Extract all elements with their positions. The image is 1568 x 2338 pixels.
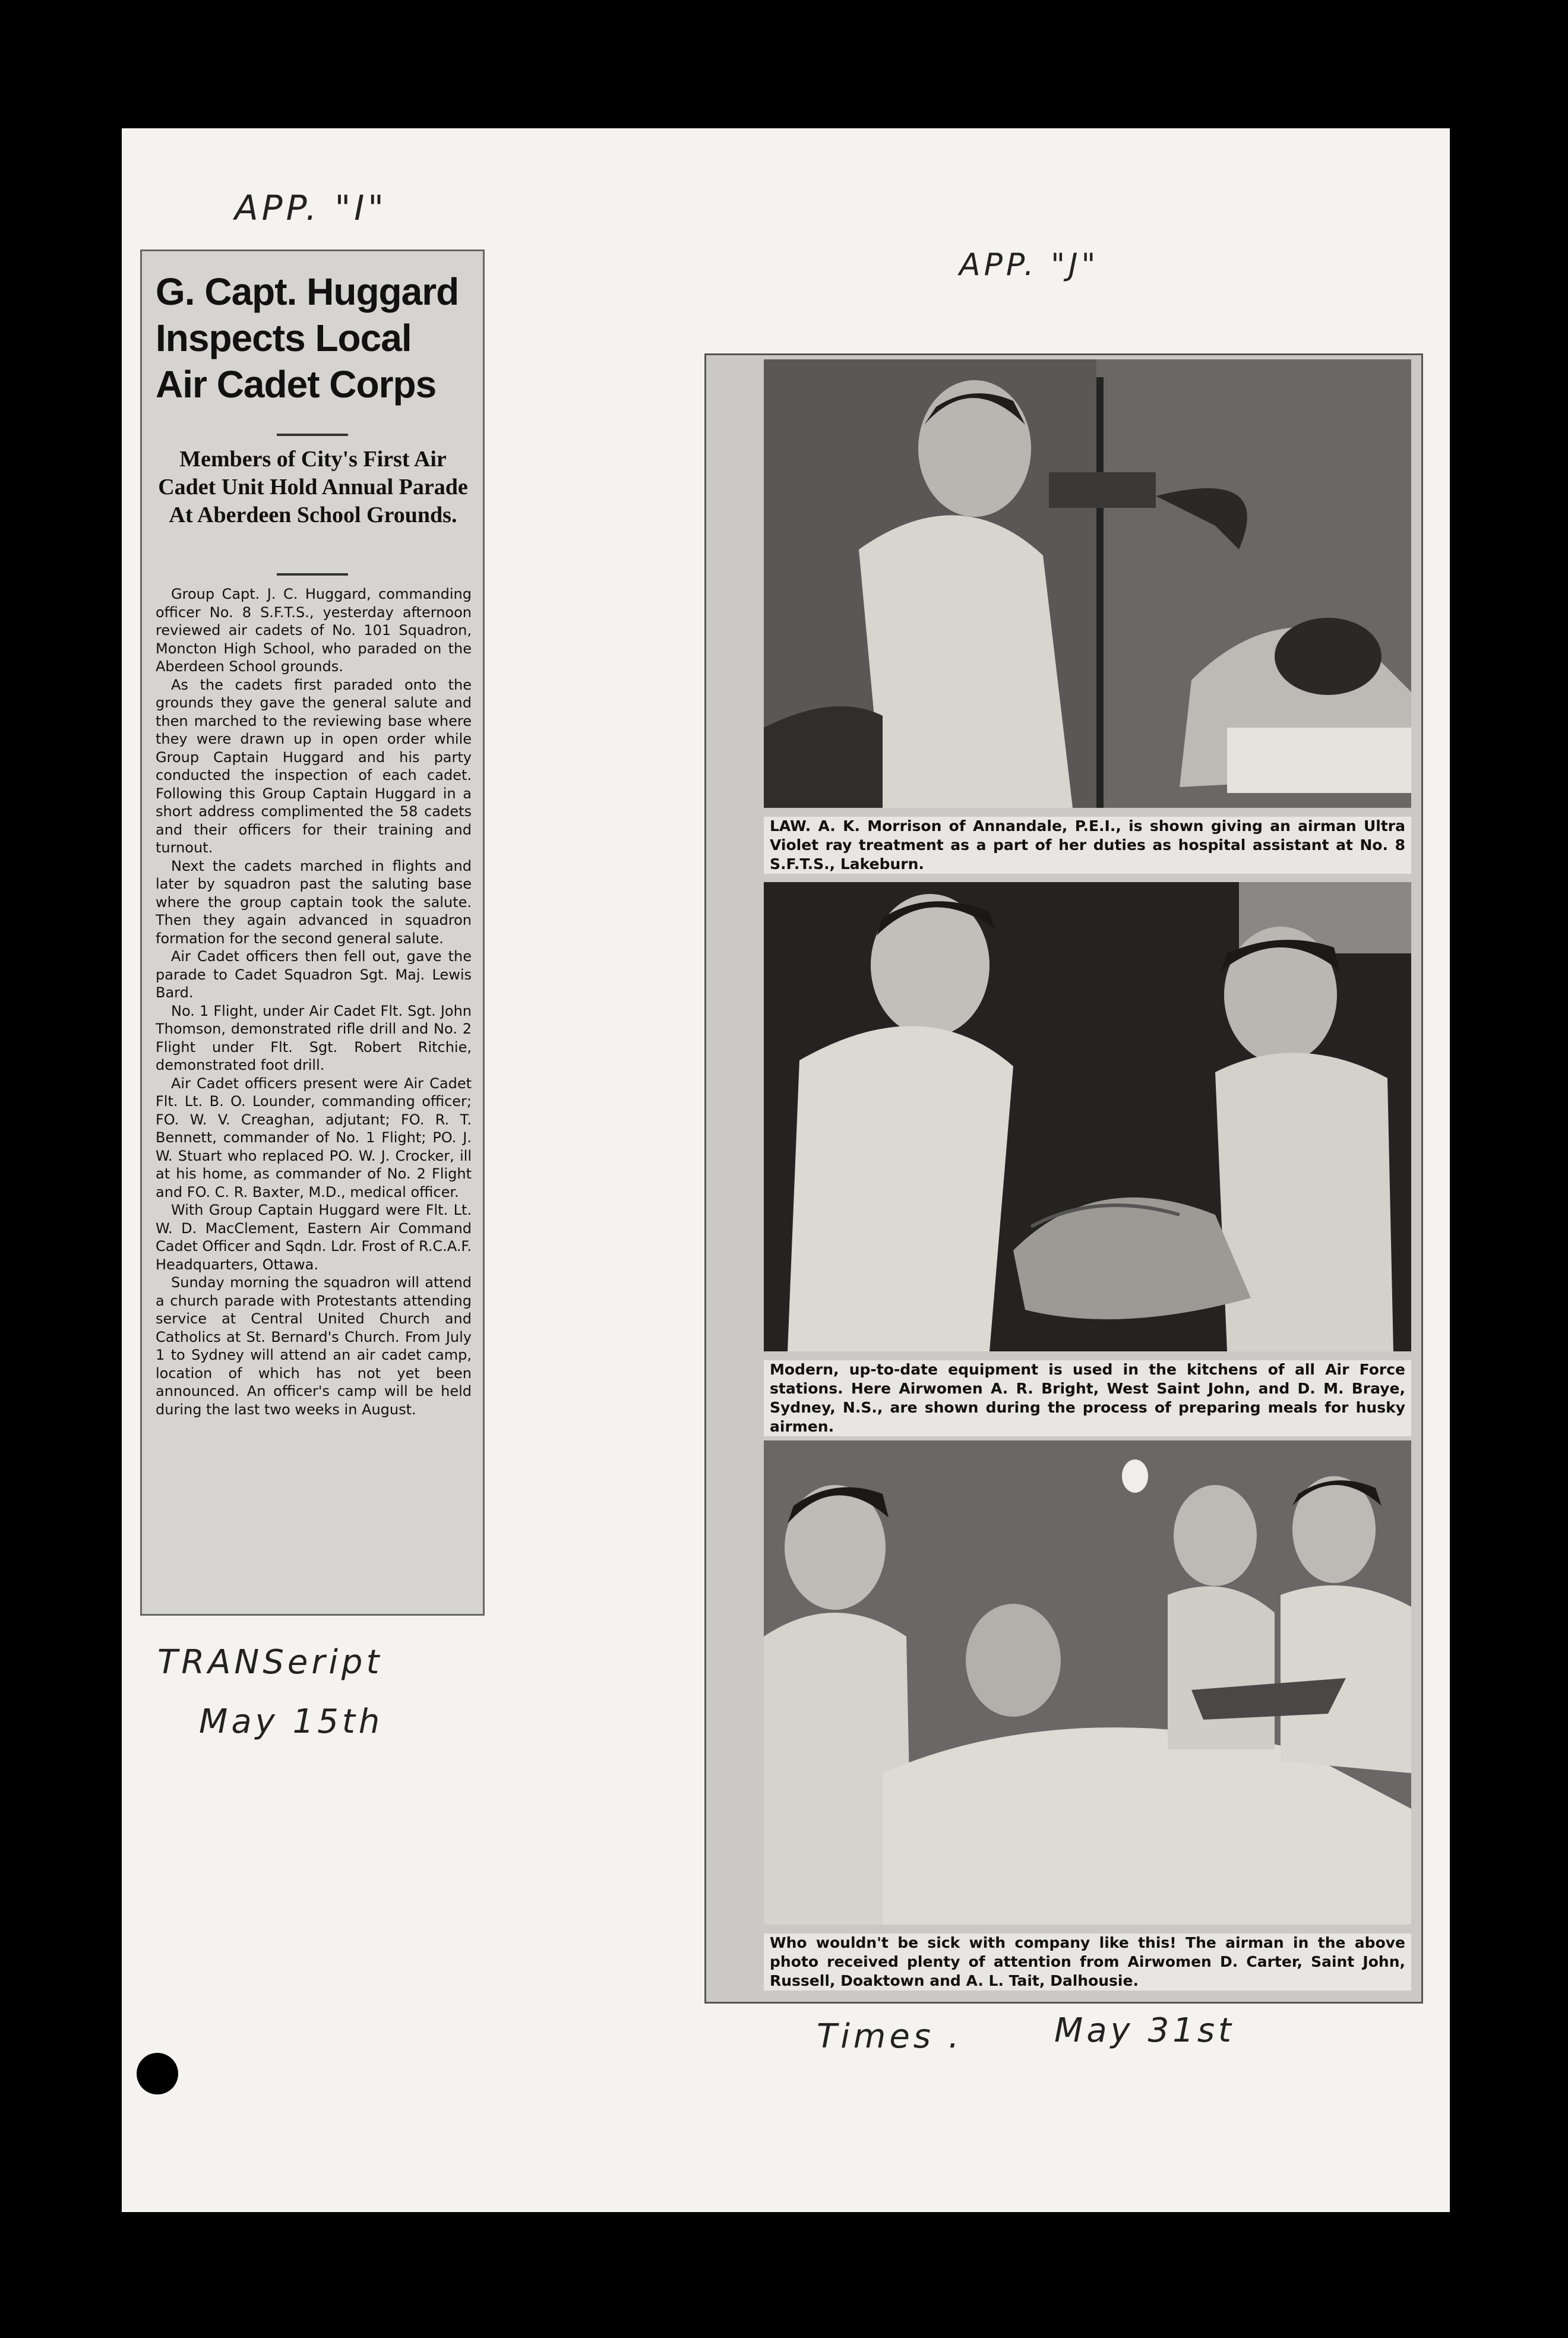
handwritten-times-date: May 31st xyxy=(1054,2011,1235,2050)
article-paragraph: No. 1 Flight, under Air Cadet Flt. Sgt. John Thomson, demonstrated rifle drill and No. 2 Flight under Flt. Sgt. Robert Ritchie, demonstrated foot drill. xyxy=(156,1002,472,1073)
headline xyxy=(156,268,470,407)
photo-caption-3-text: Who wouldn't be sick with company like this! The airman in the above photo received plenty of attention from Airwomen D. Carter, Saint John, Russell, Doaktown and A. L. Tait, Dalhousie. xyxy=(770,1934,1405,1989)
article-paragraph: Group Capt. J. C. Huggard, commanding officer No. 8 S.F.T.S., yesterday afternoon reviewed air cadets of No. 101 Squadron, Moncton High School, who paraded on the Aberdeen School grounds. xyxy=(156,586,472,675)
photo-caption-1 xyxy=(764,817,1411,874)
headline-line-1: G. Capt. Huggard xyxy=(156,270,459,313)
photo-hospital-ward xyxy=(764,1440,1411,1925)
newspaper-clipping-left xyxy=(140,249,485,1616)
article-paragraph: Sunday morning the squadron will attend a church parade with Protestants attending service at Central United Church and Catholics at St. Bernard's Church. From July 1 to Sydney will attend an air cadet camp, location of which has not yet been announced. An officer's camp will be held during the last two weeks in August. xyxy=(156,1274,472,1418)
newspaper-clipping-right xyxy=(704,353,1423,2004)
divider xyxy=(277,434,348,436)
photo-hospital-ward-image xyxy=(764,1440,1411,1925)
subheadline: Members of City's First Air Cadet Unit Hold Annual Parade At Aberdeen School Grounds. xyxy=(158,447,468,527)
photo-caption-1-text: LAW. A. K. Morrison of Annandale, P.E.I., is shown giving an airman Ultra Violet ray treatment as a part of her duties as hospital assistant at No. 8 S.F.T.S., Lakeburn. xyxy=(770,817,1405,873)
handwritten-app-j: APP. "J" xyxy=(959,247,1099,283)
scrapbook-page xyxy=(122,128,1450,2212)
photo-caption-2-text: Modern, up-to-date equipment is used in the kitchens of all Air Force stations. Here Airwomen A. R. Bright, West Saint John, and D. M. Braye, Sydney, N.S., are shown during the process of preparing meals for husky airmen. xyxy=(770,1361,1405,1435)
photo-caption-2 xyxy=(764,1360,1411,1436)
photo-caption-3 xyxy=(764,1933,1411,1991)
article-paragraph: As the cadets first paraded onto the grounds they gave the general salute and then marched to the reviewing base where they were drawn up in open order while Group Captain Huggard and his party conducted the inspection of each cadet. Following this Group Captain Huggard in a short address complimented the 58 cadets and their officers for their training and turnout. xyxy=(156,676,472,856)
handwritten-app-i: APP. "I" xyxy=(235,188,387,228)
handwritten-times-source: Times . xyxy=(817,2017,963,2056)
article-paragraph: Air Cadet officers present were Air Cadet Flt. Lt. B. O. Lounder, commanding officer; FO. W. V. Creaghan, adjutant; FO. R. T. Bennett, commander of No. 1 Flight; PO. J. W. Stuart who replaced PO. W. J. Crocker, ill at his home, as commander of No. 2 Flight and FO. C. R. Baxter, M.D., medical officer. xyxy=(156,1075,472,1200)
headline-line-3: Air Cadet Corps xyxy=(156,363,437,406)
article-paragraph: Next the cadets marched in flights and later by squadron past the saluting base where the group captain took the salute. Then they again advanced in squadron formation for the second general salute. xyxy=(156,857,472,947)
article-paragraph: Air Cadet officers then fell out, gave the parade to Cadet Squadron Sgt. Maj. Lewis Bard. xyxy=(156,948,472,1001)
handwritten-transcript-source: TRANSeript xyxy=(157,1643,383,1682)
headline-line-2: Inspects Local xyxy=(156,317,412,359)
photo-uv-treatment xyxy=(764,359,1411,808)
article-body xyxy=(156,585,472,1607)
article-paragraph: With Group Captain Huggard were Flt. Lt. W. D. MacClement, Eastern Air Command Cadet Officer and Sqdn. Ldr. Frost of R.C.A.F. Headquarters, Ottawa. xyxy=(156,1202,472,1273)
photo-kitchen-image xyxy=(764,882,1411,1351)
photo-kitchen xyxy=(764,882,1411,1351)
photo-uv-treatment-image xyxy=(764,359,1411,808)
handwritten-transcript-date: May 15th xyxy=(199,1702,384,1741)
punch-hole xyxy=(137,2053,178,2094)
divider xyxy=(277,573,348,576)
